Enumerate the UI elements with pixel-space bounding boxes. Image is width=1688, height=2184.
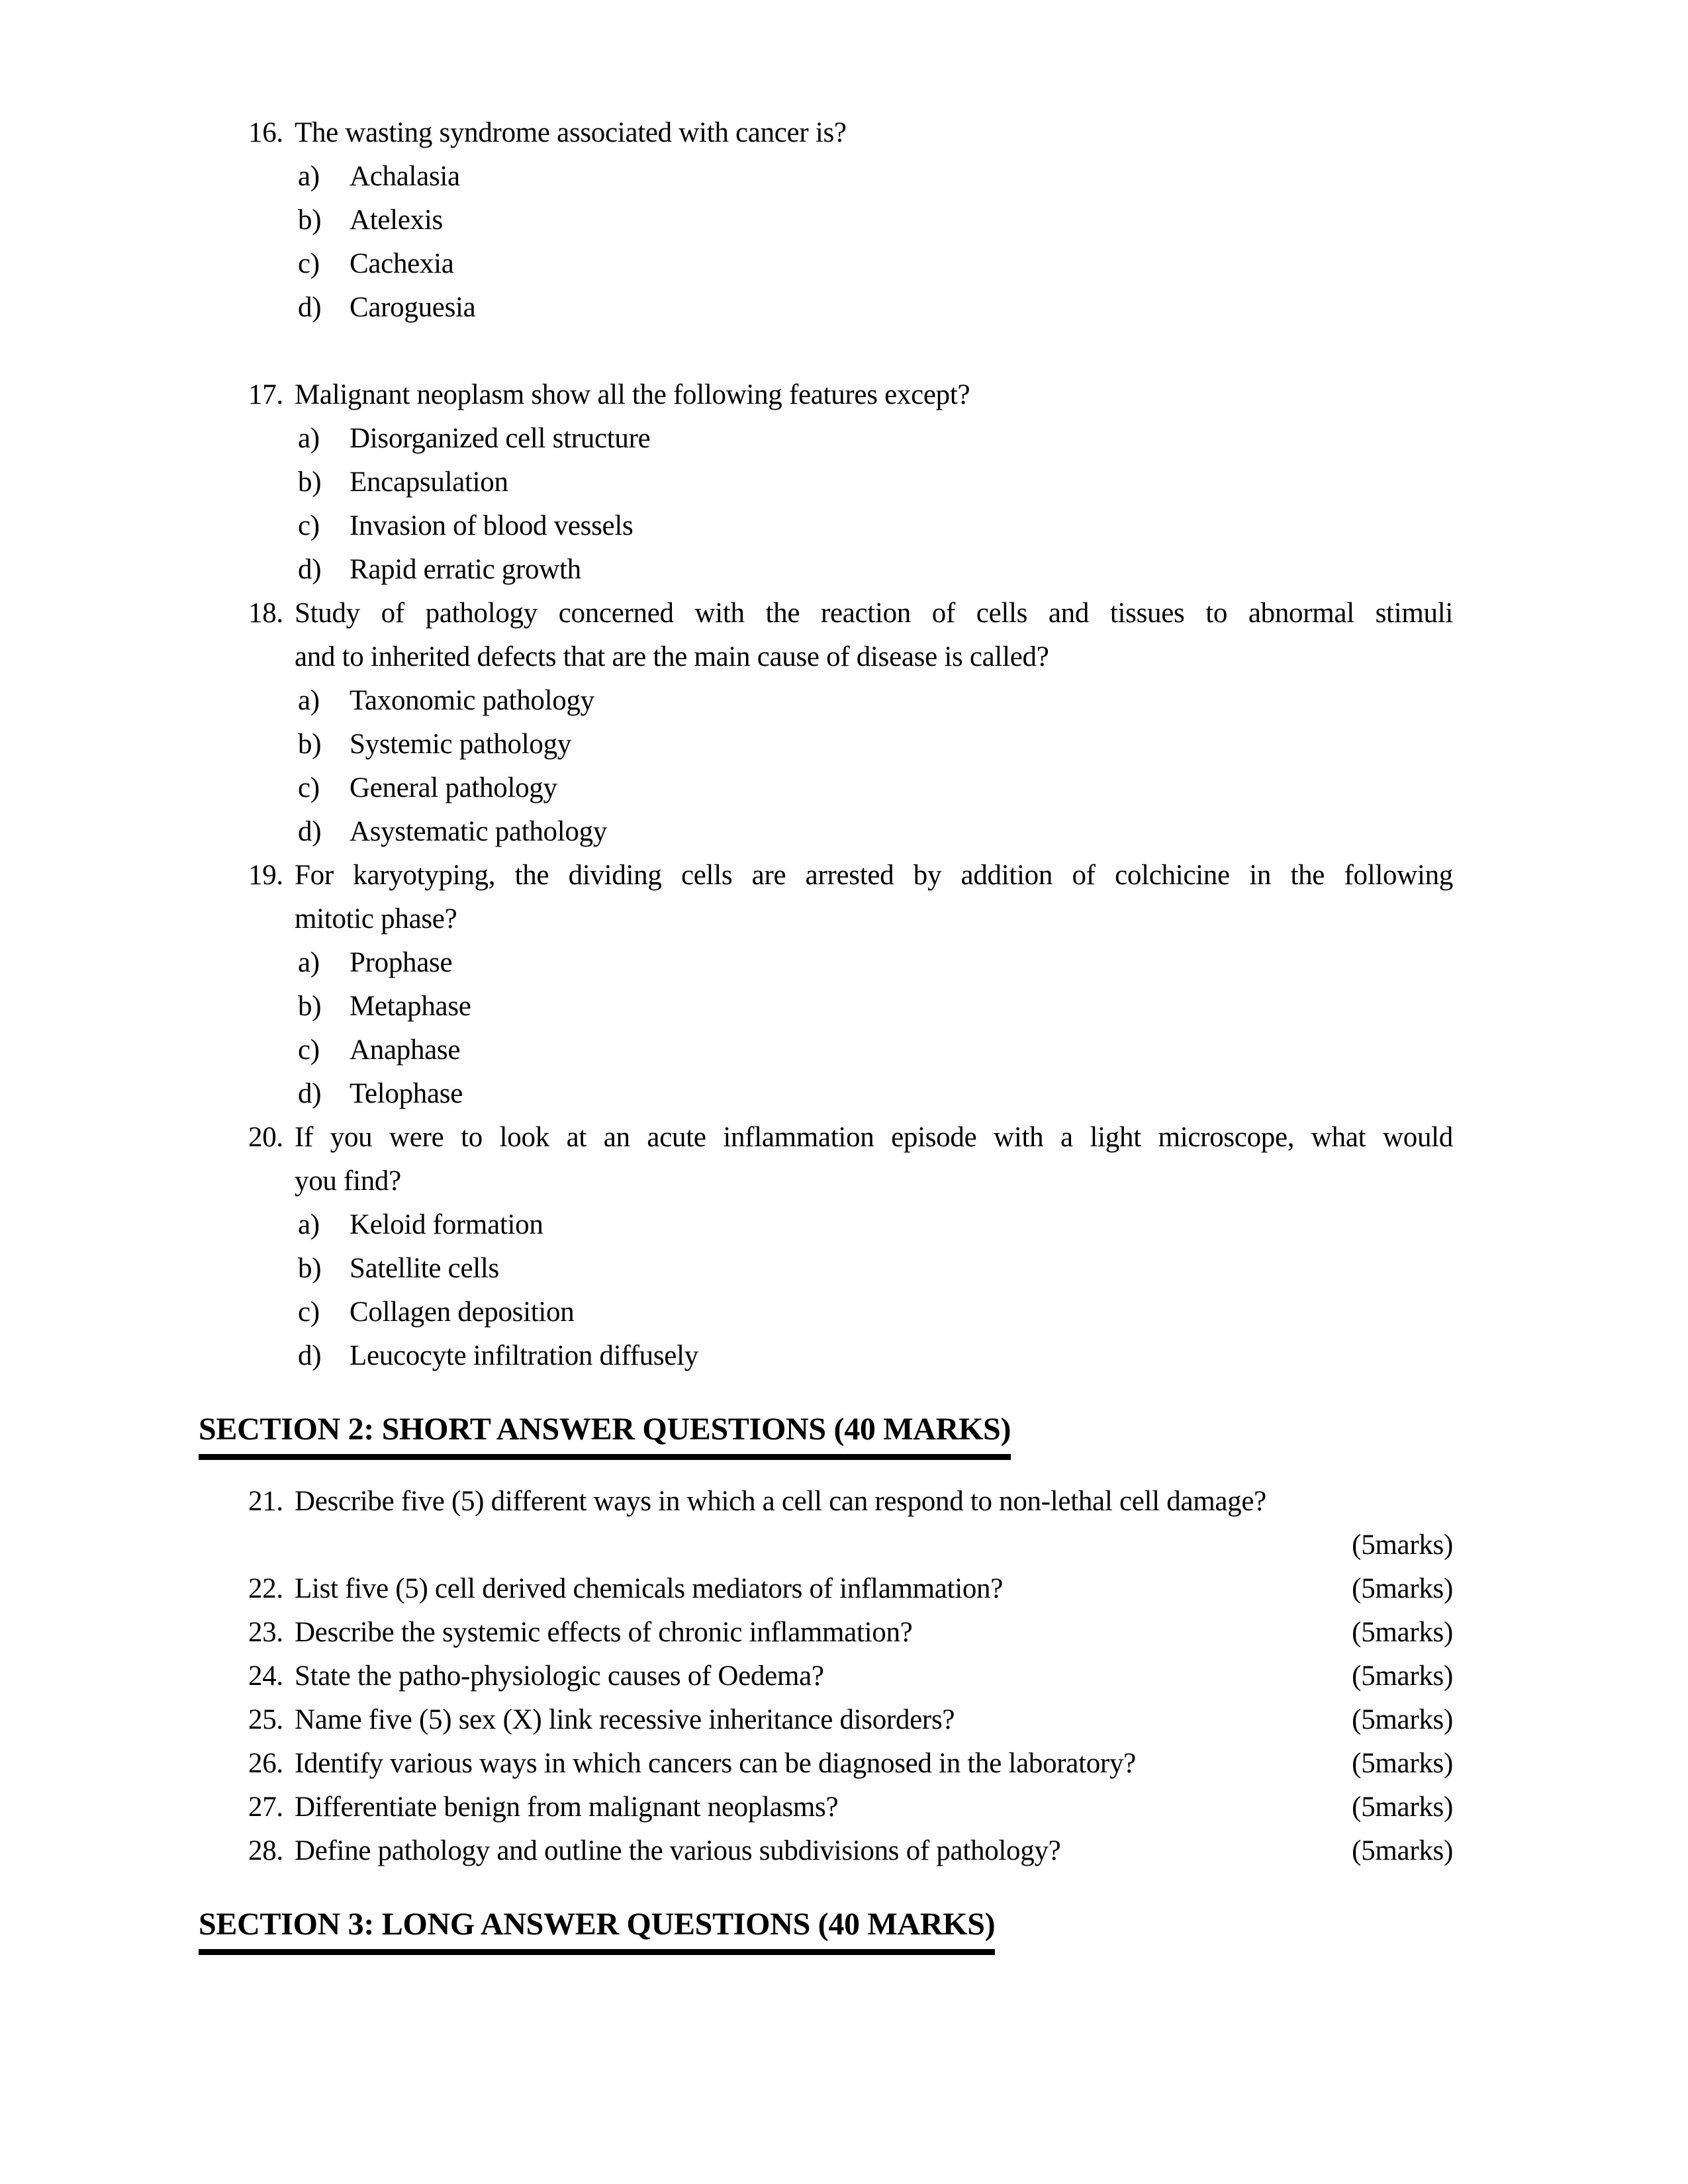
marks-label: (5marks) (1352, 1792, 1453, 1823)
option-letter: a) (298, 423, 320, 454)
option-row (298, 155, 1453, 199)
question-text: Differentiate benign from malignant neoplasms? (295, 1792, 839, 1823)
option-row (298, 766, 1453, 810)
question-text: Identify various ways in which cancers can be diagnosed in the laboratory? (295, 1748, 1136, 1779)
marks-label: (5marks) (1352, 1704, 1453, 1735)
question-text-continued: and to inherited defects that are the main cause of disease is called? (295, 641, 1049, 672)
option-row (298, 1203, 1453, 1247)
option-letter: a) (298, 947, 320, 978)
question-number: 26. (248, 1748, 283, 1779)
option-text: General pathology (350, 772, 557, 803)
question-19 (248, 854, 1453, 1116)
section-3-heading-text: SECTION 3: LONG ANSWER QUESTIONS (40 MARKS) (199, 1903, 995, 1955)
question-number-spacer (248, 897, 295, 941)
option-letter: c) (298, 1034, 320, 1066)
option-text: Telophase (350, 1078, 463, 1109)
option-letter: b) (298, 1253, 322, 1284)
short-question-26 (248, 1742, 1453, 1786)
section-2-heading (199, 1408, 1489, 1460)
option-letter: c) (298, 510, 320, 541)
question-number: 19. (248, 860, 283, 891)
marks-label: (5marks) (1352, 1748, 1453, 1779)
question-line (248, 592, 1453, 635)
section-2-heading-text: SECTION 2: SHORT ANSWER QUESTIONS (40 MARKS) (199, 1408, 1011, 1460)
option-row (298, 199, 1453, 242)
short-answer-question-list (248, 1480, 1453, 1873)
question-text: The wasting syndrome associated with cancer is? (295, 117, 847, 148)
option-text: Encapsulation (350, 467, 508, 498)
question-text: State the patho-physiologic causes of Oedema? (295, 1661, 824, 1692)
option-row (298, 1028, 1453, 1072)
question-text: Study of pathology concerned with the reaction of cells and tissues to abnormal stimuli (295, 598, 1453, 629)
question-18 (248, 592, 1453, 854)
option-row (298, 1334, 1453, 1378)
question-number: 21. (248, 1486, 283, 1517)
question-number: 25. (248, 1704, 283, 1735)
option-letter: b) (298, 991, 322, 1022)
short-question-27 (248, 1786, 1453, 1829)
mcq-question-list (248, 111, 1453, 1378)
short-question-21 (248, 1480, 1453, 1524)
question-text-continued: mitotic phase? (295, 903, 457, 934)
option-letter: a) (298, 1209, 320, 1240)
question-text: If you were to look at an acute inflammation episode with a light microscope, what would (295, 1122, 1453, 1153)
question-text-continued: you find? (295, 1165, 401, 1197)
option-letter: a) (298, 161, 320, 192)
question-17 (248, 373, 1453, 592)
option-text: Disorganized cell structure (350, 423, 651, 454)
question-number: 16. (248, 117, 283, 148)
marks-label: (5marks) (1352, 1661, 1453, 1692)
option-text: Leucocyte infiltration diffusely (350, 1340, 698, 1371)
question-number: 23. (248, 1617, 283, 1648)
short-question-23 (248, 1611, 1453, 1655)
question-line (248, 854, 1453, 897)
option-letter: d) (298, 1340, 322, 1371)
question-text: For karyotyping, the dividing cells are arrested by addition of colchicine in the following (295, 860, 1453, 891)
marks-label: (5marks) (1352, 1617, 1453, 1648)
question-text: Describe the systemic effects of chronic inflammation? (295, 1617, 913, 1648)
question-text: Describe five (5) different ways in which a cell can respond to non-lethal cell damage? (295, 1486, 1266, 1517)
option-text: Systemic pathology (350, 729, 571, 760)
option-letter: d) (298, 292, 322, 323)
question-number-spacer (248, 635, 295, 679)
option-row (298, 941, 1453, 985)
option-row (298, 985, 1453, 1028)
option-text: Invasion of blood vessels (350, 510, 633, 541)
option-text: Collagen deposition (350, 1297, 575, 1328)
option-text: Asystematic pathology (350, 816, 607, 847)
question-text: List five (5) cell derived chemicals mediators of inflammation? (295, 1573, 1004, 1604)
question-line-continued (248, 635, 1453, 679)
question-number: 20. (248, 1122, 283, 1153)
option-text: Achalasia (350, 161, 460, 192)
option-text: Taxonomic pathology (350, 685, 594, 716)
option-row (298, 461, 1453, 504)
question-number: 18. (248, 598, 283, 629)
question-number: 17. (248, 379, 283, 410)
question-text: Name five (5) sex (X) link recessive inheritance disorders? (295, 1704, 955, 1735)
question-line-continued (248, 1160, 1453, 1203)
option-letter: b) (298, 467, 322, 498)
option-row (298, 548, 1453, 592)
question-text: Define pathology and outline the various subdivisions of pathology? (295, 1835, 1061, 1866)
option-row (298, 723, 1453, 766)
option-letter: c) (298, 1297, 320, 1328)
option-row (298, 1247, 1453, 1291)
option-text: Keloid formation (350, 1209, 543, 1240)
question-20 (248, 1116, 1453, 1378)
short-question-24 (248, 1655, 1453, 1698)
option-row (298, 1291, 1453, 1334)
question-number: 27. (248, 1792, 283, 1823)
question-number-spacer (248, 1160, 295, 1203)
option-text: Anaphase (350, 1034, 461, 1066)
question-line-continued (248, 897, 1453, 941)
option-text: Prophase (350, 947, 453, 978)
section-3-heading (199, 1903, 1489, 1955)
option-row (298, 679, 1453, 723)
option-text: Metaphase (350, 991, 471, 1022)
option-text: Caroguesia (350, 292, 476, 323)
question-line (248, 111, 1453, 155)
option-row (298, 242, 1453, 286)
question-number: 28. (248, 1835, 283, 1866)
question-number: 22. (248, 1573, 283, 1604)
option-row (298, 1072, 1453, 1116)
question-text: Malignant neoplasm show all the following features except? (295, 379, 970, 410)
option-letter: d) (298, 554, 322, 585)
marks-label: (5marks) (1352, 1835, 1453, 1866)
short-question-28 (248, 1829, 1453, 1873)
option-row (298, 286, 1453, 330)
option-text: Atelexis (350, 205, 443, 236)
short-question-22 (248, 1567, 1453, 1611)
question-16 (248, 111, 1453, 330)
option-letter: b) (298, 205, 322, 236)
option-text: Rapid erratic growth (350, 554, 581, 585)
marks-label: (5marks) (1352, 1529, 1453, 1561)
marks-line (248, 1524, 1453, 1567)
option-text: Cachexia (350, 248, 454, 279)
option-letter: c) (298, 248, 320, 279)
option-row (298, 417, 1453, 461)
option-row (298, 504, 1453, 548)
marks-label: (5marks) (1352, 1573, 1453, 1604)
option-letter: b) (298, 729, 322, 760)
option-text: Satellite cells (350, 1253, 499, 1284)
short-question-25 (248, 1698, 1453, 1742)
option-letter: c) (298, 772, 320, 803)
question-line (248, 373, 1453, 417)
option-letter: a) (298, 685, 320, 716)
option-row (298, 810, 1453, 854)
option-letter: d) (298, 816, 322, 847)
option-letter: d) (298, 1078, 322, 1109)
question-number: 24. (248, 1661, 283, 1692)
question-line (248, 1116, 1453, 1160)
